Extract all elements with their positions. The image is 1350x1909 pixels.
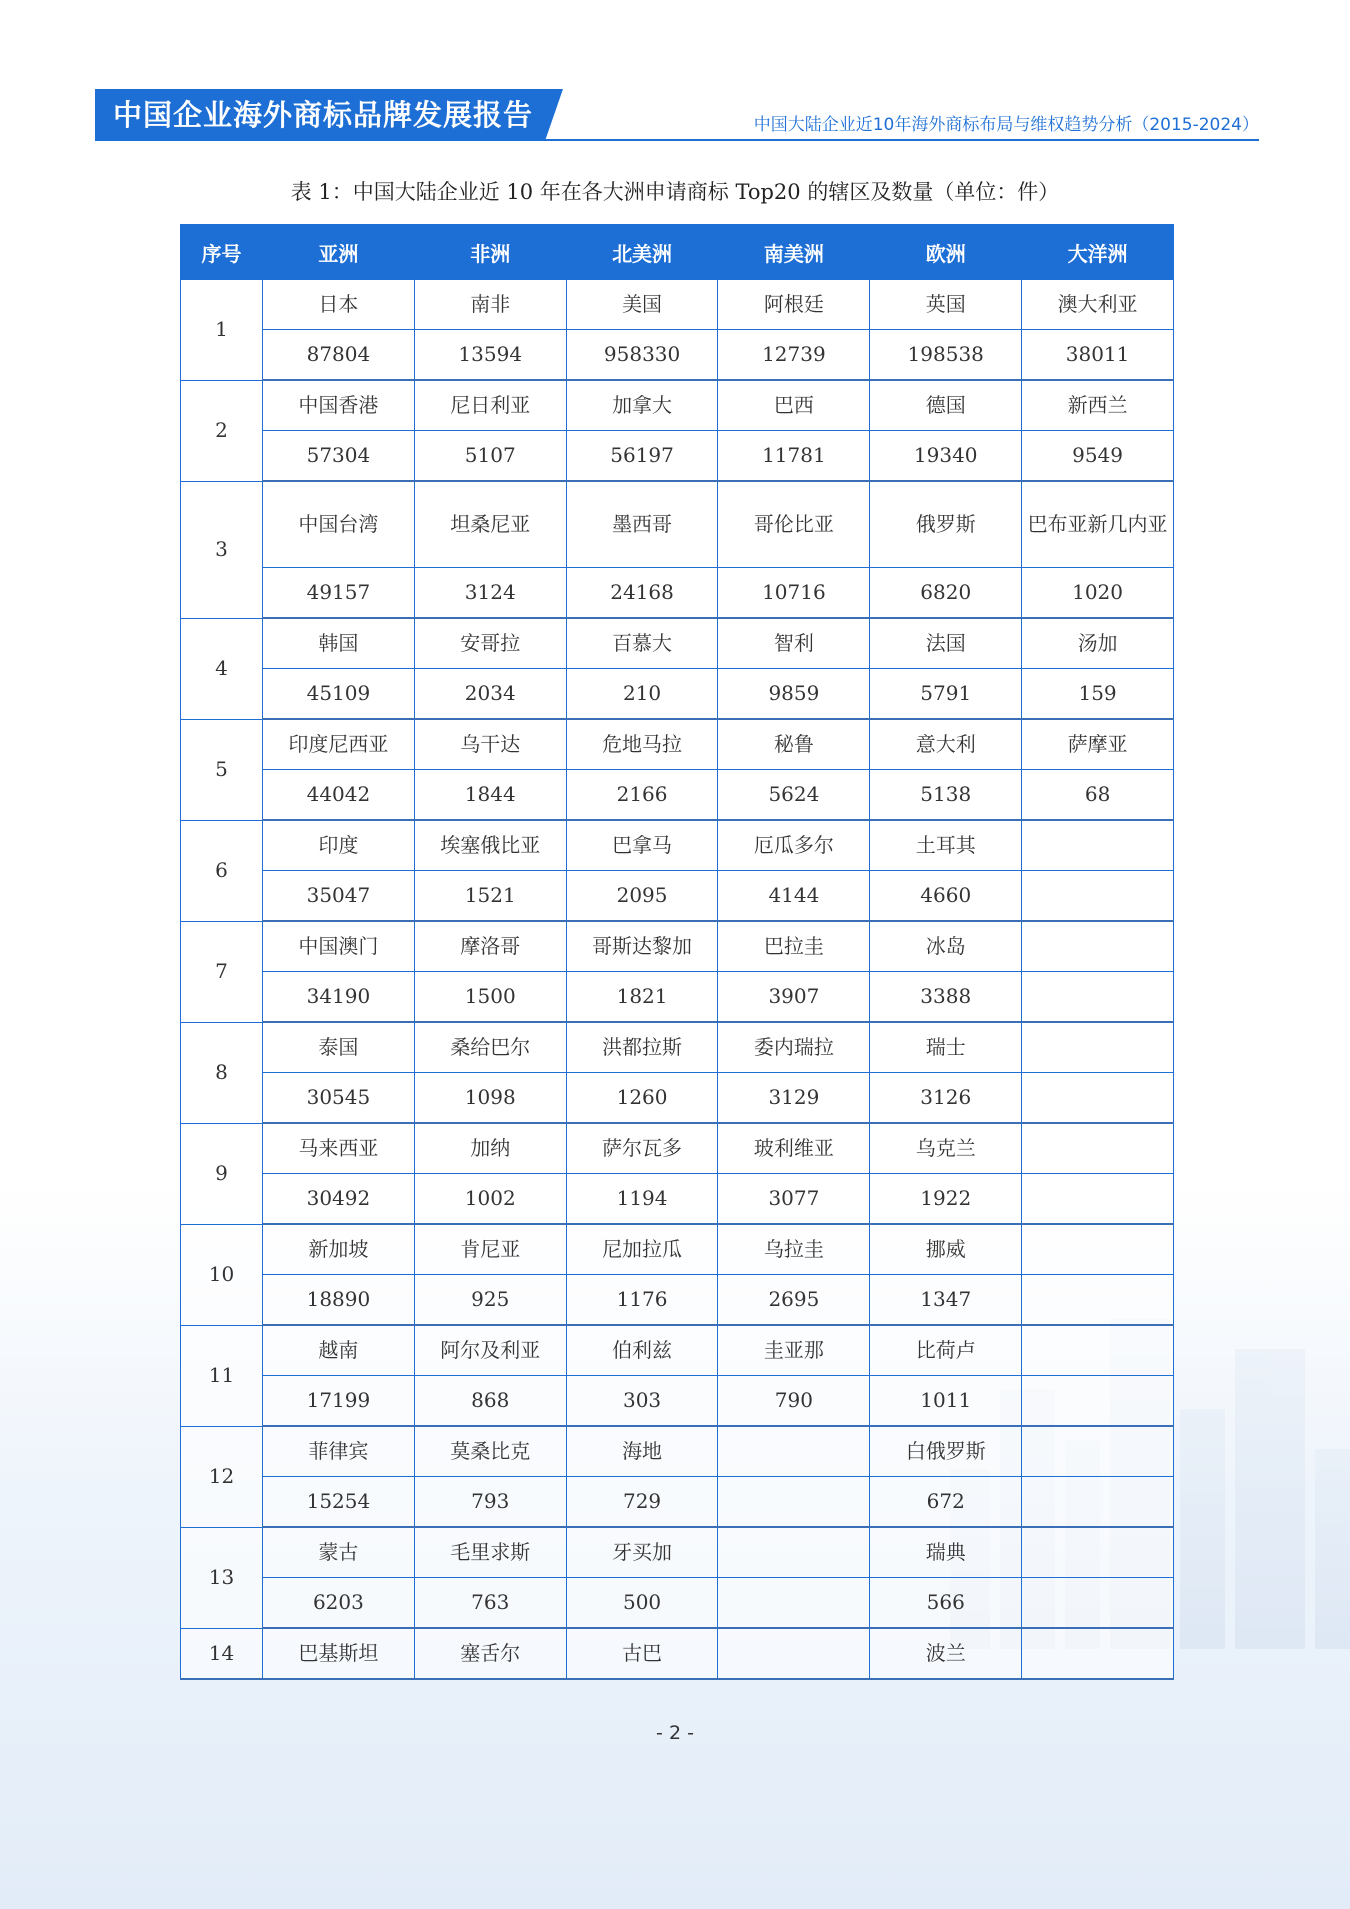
- count-cell: 17199: [263, 1376, 415, 1427]
- country-name-cell: 中国澳门: [263, 921, 415, 972]
- country-name-cell: 尼加拉瓜: [566, 1224, 718, 1275]
- country-name-cell: [1022, 1628, 1174, 1679]
- count-cell: 303: [566, 1376, 718, 1427]
- count-cell: 793: [414, 1477, 566, 1528]
- table-row: [181, 1073, 1174, 1124]
- table-row: [181, 719, 1174, 770]
- count-cell: 925: [414, 1275, 566, 1326]
- country-name-cell: 萨摩亚: [1022, 719, 1174, 770]
- count-cell: 13594: [414, 330, 566, 381]
- count-cell: 500: [566, 1578, 718, 1629]
- count-cell: 1002: [414, 1174, 566, 1225]
- country-name-cell: 印度: [263, 820, 415, 871]
- header-cell: 北美洲: [566, 225, 718, 280]
- count-cell: 34190: [263, 972, 415, 1023]
- table-row: [181, 820, 1174, 871]
- country-name-cell: 毛里求斯: [414, 1527, 566, 1578]
- count-cell: [1022, 1376, 1174, 1427]
- rank-cell: 4: [181, 618, 263, 719]
- table-header-row: [181, 225, 1174, 280]
- count-cell: 2034: [414, 669, 566, 720]
- count-cell: [1022, 972, 1174, 1023]
- country-name-cell: 泰国: [263, 1022, 415, 1073]
- country-name-cell: 莫桑比克: [414, 1426, 566, 1477]
- rank-cell: 11: [181, 1325, 263, 1426]
- country-name-cell: [718, 1527, 870, 1578]
- count-cell: 1020: [1022, 568, 1174, 619]
- country-name-cell: 坦桑尼亚: [414, 481, 566, 568]
- count-cell: 9549: [1022, 431, 1174, 482]
- count-cell: 10716: [718, 568, 870, 619]
- country-name-cell: 塞舌尔: [414, 1628, 566, 1679]
- count-cell: 11781: [718, 431, 870, 482]
- count-cell: 30545: [263, 1073, 415, 1124]
- country-name-cell: 加拿大: [566, 380, 718, 431]
- count-cell: 18890: [263, 1275, 415, 1326]
- country-name-cell: 日本: [263, 280, 415, 330]
- table-row: [181, 1477, 1174, 1528]
- country-name-cell: 波兰: [870, 1628, 1022, 1679]
- country-name-cell: 百慕大: [566, 618, 718, 669]
- count-cell: 210: [566, 669, 718, 720]
- count-cell: 35047: [263, 871, 415, 922]
- count-cell: 868: [414, 1376, 566, 1427]
- count-cell: 1194: [566, 1174, 718, 1225]
- count-cell: 6820: [870, 568, 1022, 619]
- country-name-cell: 白俄罗斯: [870, 1426, 1022, 1477]
- table-row: [181, 669, 1174, 720]
- title-banner-tip: [545, 89, 563, 141]
- country-name-cell: 摩洛哥: [414, 921, 566, 972]
- country-name-cell: 古巴: [566, 1628, 718, 1679]
- count-cell: 958330: [566, 330, 718, 381]
- count-cell: [1022, 1073, 1174, 1124]
- count-cell: [718, 1477, 870, 1528]
- country-name-cell: [1022, 1426, 1174, 1477]
- country-name-cell: 玻利维亚: [718, 1123, 870, 1174]
- country-name-cell: 瑞典: [870, 1527, 1022, 1578]
- page-header: [95, 89, 1259, 141]
- count-cell: [1022, 1174, 1174, 1225]
- rank-cell: 2: [181, 380, 263, 481]
- count-cell: [1022, 1578, 1174, 1629]
- trademark-table: [180, 224, 1174, 1680]
- country-name-cell: 伯利兹: [566, 1325, 718, 1376]
- country-name-cell: 肯尼亚: [414, 1224, 566, 1275]
- table-row: [181, 330, 1174, 381]
- table-row: [181, 770, 1174, 821]
- count-cell: 12739: [718, 330, 870, 381]
- table-row: [181, 1325, 1174, 1376]
- table-row: [181, 431, 1174, 482]
- count-cell: [1022, 871, 1174, 922]
- country-name-cell: 乌干达: [414, 719, 566, 770]
- country-name-cell: [1022, 1123, 1174, 1174]
- count-cell: 5791: [870, 669, 1022, 720]
- country-name-cell: 澳大利亚: [1022, 280, 1174, 330]
- country-name-cell: 德国: [870, 380, 1022, 431]
- header-divider: [95, 139, 1259, 141]
- count-cell: 4144: [718, 871, 870, 922]
- count-cell: [718, 1578, 870, 1629]
- country-name-cell: 危地马拉: [566, 719, 718, 770]
- page-number: - 2 -: [656, 1722, 694, 1744]
- count-cell: 5624: [718, 770, 870, 821]
- table-row: [181, 280, 1174, 330]
- report-title: 中国企业海外商标品牌发展报告: [95, 89, 545, 141]
- count-cell: 3126: [870, 1073, 1022, 1124]
- count-cell: 45109: [263, 669, 415, 720]
- country-name-cell: 智利: [718, 618, 870, 669]
- count-cell: 790: [718, 1376, 870, 1427]
- country-name-cell: 阿尔及利亚: [414, 1325, 566, 1376]
- rank-cell: 10: [181, 1224, 263, 1325]
- country-name-cell: 海地: [566, 1426, 718, 1477]
- count-cell: 5138: [870, 770, 1022, 821]
- country-name-cell: 阿根廷: [718, 280, 870, 330]
- country-name-cell: [718, 1628, 870, 1679]
- table-row: [181, 1123, 1174, 1174]
- count-cell: 763: [414, 1578, 566, 1629]
- country-name-cell: 蒙古: [263, 1527, 415, 1578]
- table-row: [181, 871, 1174, 922]
- count-cell: 1521: [414, 871, 566, 922]
- table-row: [181, 921, 1174, 972]
- count-cell: 3129: [718, 1073, 870, 1124]
- count-cell: 5107: [414, 431, 566, 482]
- country-name-cell: 乌拉圭: [718, 1224, 870, 1275]
- table-row: [181, 1578, 1174, 1629]
- rank-cell: 14: [181, 1628, 263, 1679]
- country-name-cell: 中国香港: [263, 380, 415, 431]
- country-name-cell: 巴拿马: [566, 820, 718, 871]
- count-cell: 1098: [414, 1073, 566, 1124]
- count-cell: [1022, 1477, 1174, 1528]
- count-cell: 3388: [870, 972, 1022, 1023]
- rank-cell: 5: [181, 719, 263, 820]
- country-name-cell: 土耳其: [870, 820, 1022, 871]
- country-name-cell: 印度尼西亚: [263, 719, 415, 770]
- count-cell: [1022, 1275, 1174, 1326]
- count-cell: 4660: [870, 871, 1022, 922]
- count-cell: 1176: [566, 1275, 718, 1326]
- count-cell: 3124: [414, 568, 566, 619]
- rank-cell: 1: [181, 280, 263, 381]
- count-cell: 19340: [870, 431, 1022, 482]
- table-caption: 表 1：中国大陆企业近 10 年在各大洲申请商标 Top20 的辖区及数量（单位：件）: [290, 180, 1060, 204]
- country-name-cell: 加纳: [414, 1123, 566, 1174]
- country-name-cell: 菲律宾: [263, 1426, 415, 1477]
- table-row: [181, 1022, 1174, 1073]
- country-name-cell: 法国: [870, 618, 1022, 669]
- country-name-cell: 意大利: [870, 719, 1022, 770]
- count-cell: 30492: [263, 1174, 415, 1225]
- country-name-cell: 圭亚那: [718, 1325, 870, 1376]
- table-body: [181, 280, 1174, 1680]
- count-cell: 1347: [870, 1275, 1022, 1326]
- country-name-cell: 埃塞俄比亚: [414, 820, 566, 871]
- rank-cell: 8: [181, 1022, 263, 1123]
- table-row: [181, 618, 1174, 669]
- rank-cell: 3: [181, 481, 263, 618]
- count-cell: 1500: [414, 972, 566, 1023]
- table-row: [181, 568, 1174, 619]
- country-name-cell: 墨西哥: [566, 481, 718, 568]
- table-row: [181, 1275, 1174, 1326]
- count-cell: 198538: [870, 330, 1022, 381]
- country-name-cell: 越南: [263, 1325, 415, 1376]
- count-cell: 2095: [566, 871, 718, 922]
- country-name-cell: 巴拉圭: [718, 921, 870, 972]
- country-name-cell: 厄瓜多尔: [718, 820, 870, 871]
- country-name-cell: 瑞士: [870, 1022, 1022, 1073]
- country-name-cell: [1022, 1527, 1174, 1578]
- country-name-cell: 萨尔瓦多: [566, 1123, 718, 1174]
- country-name-cell: 乌克兰: [870, 1123, 1022, 1174]
- count-cell: 1011: [870, 1376, 1022, 1427]
- count-cell: 2695: [718, 1275, 870, 1326]
- country-name-cell: 马来西亚: [263, 1123, 415, 1174]
- country-name-cell: 洪都拉斯: [566, 1022, 718, 1073]
- country-name-cell: 比荷卢: [870, 1325, 1022, 1376]
- count-cell: 3077: [718, 1174, 870, 1225]
- count-cell: 15254: [263, 1477, 415, 1528]
- country-name-cell: 汤加: [1022, 618, 1174, 669]
- count-cell: 56197: [566, 431, 718, 482]
- country-name-cell: 巴西: [718, 380, 870, 431]
- count-cell: 566: [870, 1578, 1022, 1629]
- country-name-cell: 委内瑞拉: [718, 1022, 870, 1073]
- country-name-cell: 尼日利亚: [414, 380, 566, 431]
- country-name-cell: 中国台湾: [263, 481, 415, 568]
- report-subtitle: 中国大陆企业近10年海外商标布局与维权趋势分析（2015-2024）: [753, 115, 1259, 135]
- country-name-cell: 冰岛: [870, 921, 1022, 972]
- table-row: [181, 1527, 1174, 1578]
- country-name-cell: 美国: [566, 280, 718, 330]
- country-name-cell: 哥伦比亚: [718, 481, 870, 568]
- table-row: [181, 1426, 1174, 1477]
- country-name-cell: 秘鲁: [718, 719, 870, 770]
- count-cell: 68: [1022, 770, 1174, 821]
- country-name-cell: [1022, 820, 1174, 871]
- rank-cell: 6: [181, 820, 263, 921]
- count-cell: 2166: [566, 770, 718, 821]
- header-cell: 南美洲: [718, 225, 870, 280]
- header-cell: 非洲: [414, 225, 566, 280]
- rank-cell: 13: [181, 1527, 263, 1628]
- header-cell: 亚洲: [263, 225, 415, 280]
- count-cell: 729: [566, 1477, 718, 1528]
- country-name-cell: [1022, 1325, 1174, 1376]
- count-cell: 1844: [414, 770, 566, 821]
- country-name-cell: 南非: [414, 280, 566, 330]
- table-row: [181, 380, 1174, 431]
- country-name-cell: 新西兰: [1022, 380, 1174, 431]
- rank-cell: 7: [181, 921, 263, 1022]
- count-cell: 1260: [566, 1073, 718, 1124]
- count-cell: 24168: [566, 568, 718, 619]
- country-name-cell: 新加坡: [263, 1224, 415, 1275]
- header-cell: 序号: [181, 225, 263, 280]
- country-name-cell: 挪威: [870, 1224, 1022, 1275]
- count-cell: 57304: [263, 431, 415, 482]
- table-row: [181, 1376, 1174, 1427]
- country-name-cell: [1022, 1022, 1174, 1073]
- count-cell: 159: [1022, 669, 1174, 720]
- table-row: [181, 972, 1174, 1023]
- table-row: [181, 1174, 1174, 1225]
- count-cell: 1821: [566, 972, 718, 1023]
- country-name-cell: 韩国: [263, 618, 415, 669]
- country-name-cell: 英国: [870, 280, 1022, 330]
- count-cell: 3907: [718, 972, 870, 1023]
- header-cell: 大洋洲: [1022, 225, 1174, 280]
- count-cell: 49157: [263, 568, 415, 619]
- rank-cell: 9: [181, 1123, 263, 1224]
- country-name-cell: 巴基斯坦: [263, 1628, 415, 1679]
- header-cell: 欧洲: [870, 225, 1022, 280]
- table-row: [181, 1628, 1174, 1679]
- table-row: [181, 481, 1174, 568]
- count-cell: 44042: [263, 770, 415, 821]
- count-cell: 38011: [1022, 330, 1174, 381]
- country-name-cell: 安哥拉: [414, 618, 566, 669]
- count-cell: 87804: [263, 330, 415, 381]
- country-name-cell: 巴布亚新几内亚: [1022, 481, 1174, 568]
- count-cell: 6203: [263, 1578, 415, 1629]
- country-name-cell: 桑给巴尔: [414, 1022, 566, 1073]
- rank-cell: 12: [181, 1426, 263, 1527]
- country-name-cell: 牙买加: [566, 1527, 718, 1578]
- country-name-cell: [1022, 1224, 1174, 1275]
- count-cell: 672: [870, 1477, 1022, 1528]
- country-name-cell: 俄罗斯: [870, 481, 1022, 568]
- count-cell: 9859: [718, 669, 870, 720]
- table-row: [181, 1224, 1174, 1275]
- country-name-cell: 哥斯达黎加: [566, 921, 718, 972]
- count-cell: 1922: [870, 1174, 1022, 1225]
- country-name-cell: [1022, 921, 1174, 972]
- country-name-cell: [718, 1426, 870, 1477]
